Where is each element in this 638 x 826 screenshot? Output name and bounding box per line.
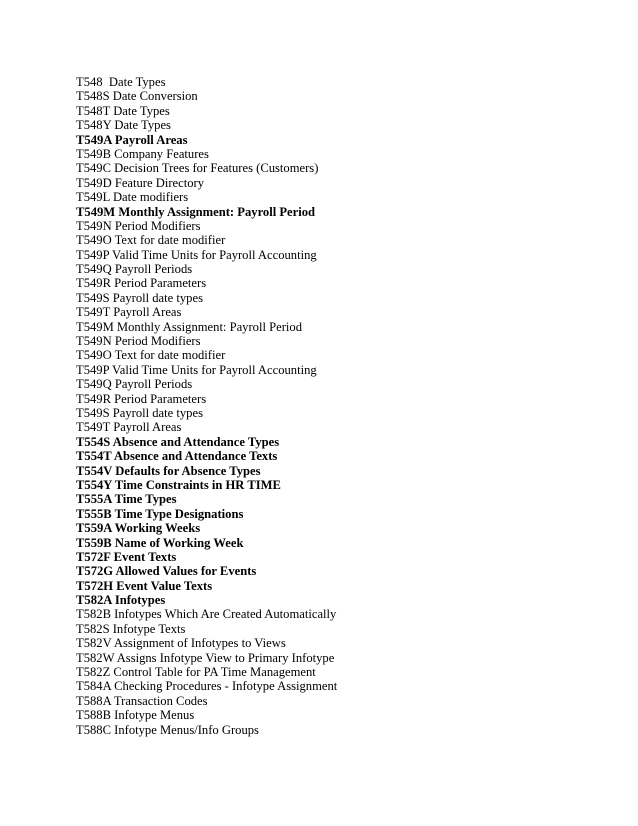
table-entry: T549T Payroll Areas [76, 420, 182, 435]
table-entry: T555B Time Type Designations [76, 506, 244, 521]
table-entry: T549Q Payroll Periods [76, 377, 193, 392]
table-entry: T549B Company Features [76, 146, 209, 161]
table-entry: T549D Feature Directory [76, 175, 204, 190]
table-entry: T559A Working Weeks [76, 521, 201, 536]
table-entry: T549P Valid Time Units for Payroll Accounting [76, 362, 317, 377]
table-entry: T554Y Time Constraints in HR TIME [76, 477, 281, 492]
table-entry: T549R Period Parameters [76, 391, 207, 406]
table-entry: T582B Infotypes Which Are Created Automatically [76, 607, 337, 622]
table-entry: T554S Absence and Attendance Types [76, 434, 280, 449]
table-entry: T554T Absence and Attendance Texts [76, 449, 278, 464]
table-entry: T548 Date Types [76, 75, 166, 89]
table-entry: T582A Infotypes [76, 593, 166, 608]
table-entry: T554V Defaults for Absence Types [76, 463, 261, 478]
table-entry: T549S Payroll date types [76, 405, 203, 420]
table-entry: T549Q Payroll Periods [76, 262, 193, 277]
table-entry: T572F Event Texts [76, 549, 177, 564]
table-entry: T548S Date Conversion [76, 89, 198, 104]
table-entry: T549C Decision Trees for Features (Customers) [76, 161, 319, 176]
table-entry: T588C Infotype Menus/Info Groups [76, 722, 259, 737]
table-entry: T582V Assignment of Infotypes to Views [76, 636, 286, 651]
table-entry: T549S Payroll date types [76, 290, 203, 305]
table-entry: T572H Event Value Texts [76, 578, 213, 593]
table-entry: T584A Checking Procedures - Infotype Assignment [76, 679, 338, 694]
table-entry: T549M Monthly Assignment: Payroll Period [76, 204, 316, 219]
table-entry: T549O Text for date modifier [76, 233, 226, 248]
table-entry: T549T Payroll Areas [76, 305, 182, 320]
table-entry: T582Z Control Table for PA Time Management [76, 665, 316, 680]
table-entry: T548T Date Types [76, 103, 170, 118]
table-entry: T588B Infotype Menus [76, 708, 195, 723]
table-entry: T549P Valid Time Units for Payroll Accounting [76, 247, 317, 262]
table-entry: T548Y Date Types [76, 118, 171, 133]
table-entry: T588A Transaction Codes [76, 693, 208, 708]
sap-table-list [76, 75, 337, 737]
table-entry: T549N Period Modifiers [76, 218, 201, 233]
table-entry: T549O Text for date modifier [76, 348, 226, 363]
table-entry: T582W Assigns Infotype View to Primary Infotype [76, 650, 335, 665]
table-entry: T549A Payroll Areas [76, 132, 188, 147]
table-entry: T549N Period Modifiers [76, 334, 201, 349]
table-entry: T559B Name of Working Week [76, 535, 244, 550]
table-entry: T549L Date modifiers [76, 190, 189, 205]
table-entry: T555A Time Types [76, 492, 177, 507]
table-entry: T549R Period Parameters [76, 276, 207, 291]
table-entry: T549M Monthly Assignment: Payroll Period [76, 319, 302, 334]
table-entry: T582S Infotype Texts [76, 621, 186, 636]
table-entry: T572G Allowed Values for Events [76, 564, 257, 579]
